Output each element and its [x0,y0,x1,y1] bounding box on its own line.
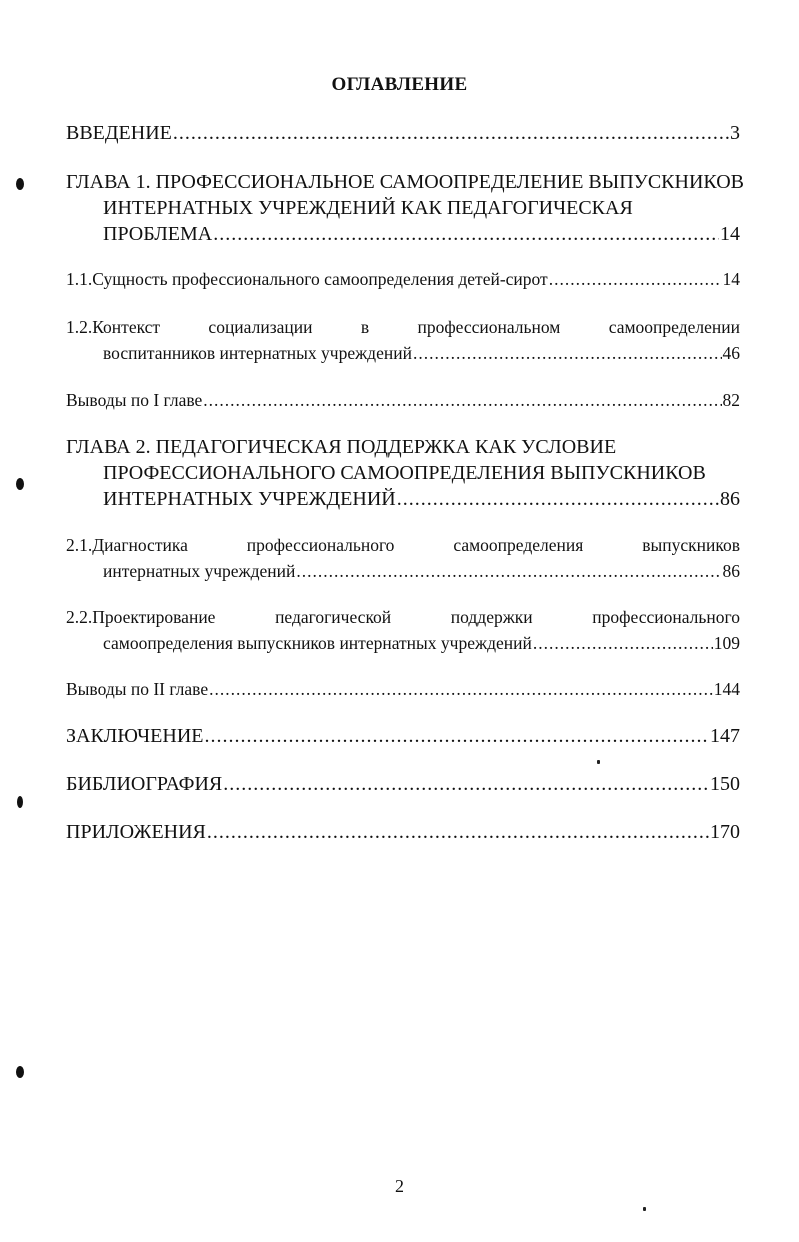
toc-label: ПРИЛОЖЕНИЯ [66,821,206,843]
toc-page-number: 3 [730,122,740,144]
dot-leader [397,486,719,512]
dot-leader [413,340,722,366]
toc-page-number: 86 [722,561,740,581]
toc-label: ИНТЕРНАТНЫХ УЧРЕЖДЕНИЙ КАК ПЕДАГОГИЧЕСКАЯ [103,197,633,219]
toc-label: ИНТЕРНАТНЫХ УЧРЕЖДЕНИЙ [103,488,396,510]
toc-label: ВВЕДЕНИЕ [66,122,172,144]
dot-leader [533,630,713,656]
binding-hole-mark [16,478,24,490]
toc-page-number: 14 [720,223,740,245]
toc-entry-chapter-2 [66,434,740,512]
toc-label: ГЛАВА 2. ПЕДАГОГИЧЕСКАЯ ПОДДЕРЖКА КАК УСЛОВИЕ [66,436,617,458]
toc-page-number: 170 [710,821,740,843]
dot-leader [223,771,709,797]
toc-label: ПРОФЕССИОНАЛЬНОГО САМООПРЕДЕЛЕНИЯ ВЫПУСКНИКОВ [103,462,706,484]
page-number: 2 [395,1176,404,1196]
toc-entry-section-2-1 [66,532,740,584]
toc-label: ПРОБЛЕМА [103,223,213,245]
toc-label: ЗАКЛЮЧЕНИЕ [66,725,204,747]
toc-label: ГЛАВА 1. ПРОФЕССИОНАЛЬНОЕ САМООПРЕДЕЛЕНИЕ ВЫПУСКНИКОВ [66,171,745,193]
dot-leader [173,120,729,146]
toc-page-number: 144 [713,679,740,699]
toc-entry-conclusions-2 [66,676,740,702]
binding-hole-mark [16,178,24,190]
toc-entry-bibliography [66,771,740,797]
toc-label: БИБЛИОГРАФИЯ [66,773,223,795]
dot-leader [203,387,721,413]
dot-leader [204,723,709,749]
toc-page-number: 46 [722,343,740,363]
toc-entry-chapter-1 [66,169,745,247]
toc-entry-conclusions-1 [66,387,740,413]
toc-label: 2.1.Диагностика профессионального самоопределения выпускников [66,535,740,555]
toc-label: 2.2.Проектирование педагогической поддержки профессионального [66,607,740,627]
toc-page-number: 150 [710,773,740,795]
toc-label: Выводы по I главе [66,390,203,410]
toc-entry-appendices [66,819,740,845]
toc-page-number: 82 [722,390,740,410]
toc-page-number: 14 [722,269,740,289]
toc-page-number: 86 [720,488,740,510]
page-title: ОГЛАВЛЕНИЕ [331,74,468,95]
toc-label: интернатных учреждений [103,561,296,581]
toc-entry-section-2-2 [66,604,740,656]
scan-speck [597,760,600,764]
toc-label: Выводы по II главе [66,679,209,699]
toc-label: воспитанников интернатных учреждений [103,343,412,363]
toc-label: 1.2.Контекст социализации в профессиональном самоопределении [66,317,740,337]
scan-speck [643,1207,646,1211]
toc-label: самоопределения выпускников интернатных учреждений [103,633,532,653]
dot-leader [209,676,713,702]
toc-entry-section-1-1 [66,266,740,292]
binding-hole-mark [16,1066,24,1078]
toc-entry-section-1-2 [66,314,740,366]
toc-label: 1.1.Сущность профессионального самоопределения детей-сирот [66,269,548,289]
dot-leader [296,558,721,584]
binding-hole-mark [17,796,23,808]
toc-entry-intro [66,120,740,146]
toc-page-number: 147 [710,725,740,747]
toc-page-number: 109 [713,633,740,653]
dot-leader [207,819,709,845]
dot-leader [549,266,722,292]
dot-leader [213,221,719,247]
toc-entry-conclusion [66,723,740,749]
